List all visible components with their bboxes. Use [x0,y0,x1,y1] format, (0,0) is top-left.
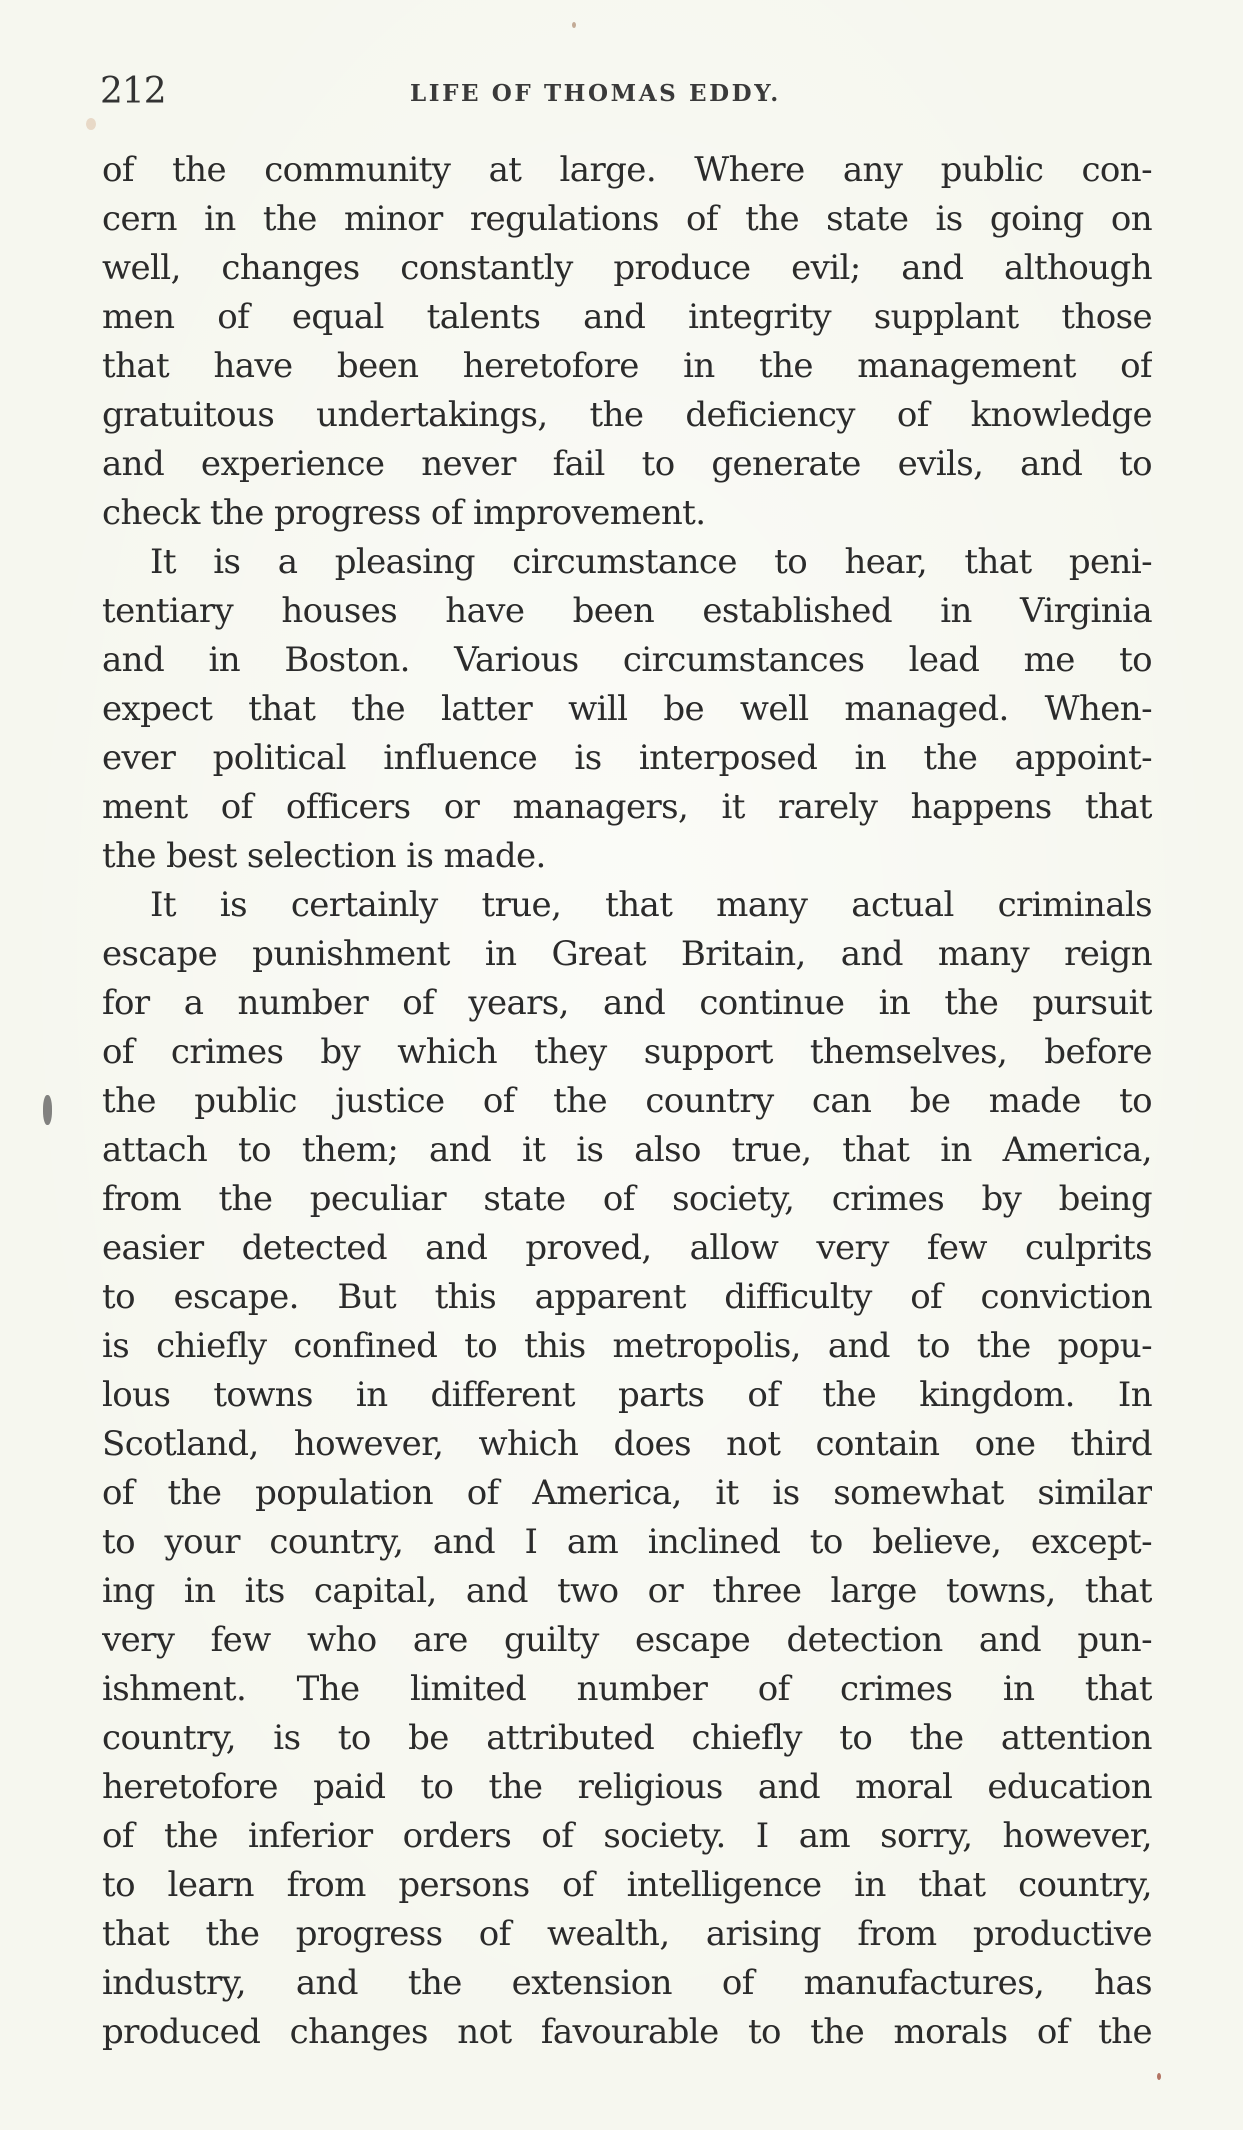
text-line: for a number of years, and continue in the pursuit [102,983,1152,1023]
ink-speck [1157,2073,1161,2080]
text-line: ing in its capital, and two or three large towns, that [102,1571,1152,1611]
running-title: LIFE OF THOMAS EDDY. [410,80,781,107]
text-line: to learn from persons of intelligence in that country, [102,1865,1152,1905]
text-line: men of equal talents and integrity supplant those [102,297,1152,337]
text-line: to your country, and I am inclined to believe, except- [102,1522,1152,1562]
text-line: It is a pleasing circumstance to hear, that peni- [150,542,1152,582]
body-text [102,146,1152,2057]
text-line: escape punishment in Great Britain, and many reign [102,934,1152,974]
text-line: ever political influence is interposed in the appoint- [102,738,1152,778]
text-line: of crimes by which they support themselves, before [102,1032,1152,1072]
ink-speck [572,22,576,28]
paragraph [102,881,1152,2057]
text-line: country, is to be attributed chiefly to the attention [102,1718,1152,1758]
text-line: the best selection is made. [102,836,546,876]
text-line: to escape. But this apparent difficulty of conviction [102,1277,1152,1317]
text-line: of the population of America, it is somewhat similar [102,1473,1152,1513]
text-line: ment of officers or managers, it rarely happens that [102,787,1152,827]
text-line: of the community at large. Where any public con- [102,150,1152,190]
text-line: ishment. The limited number of crimes in that [102,1669,1152,1709]
text-line: well, changes constantly produce evil; and although [102,248,1152,288]
running-head [100,70,1152,114]
text-line: gratuitous undertakings, the deficiency of knowledge [102,395,1152,435]
text-line: industry, and the extension of manufactures, has [102,1963,1152,2003]
paper-stain [86,118,96,130]
text-line: expect that the latter will be well managed. When- [102,689,1152,729]
text-line: produced changes not favourable to the morals of the [102,2012,1152,2052]
text-line: that have been heretofore in the management of [102,346,1152,386]
text-line: Scotland, however, which does not contain one third [102,1424,1152,1464]
text-line: the public justice of the country can be made to [102,1081,1152,1121]
page-number: 212 [100,71,166,112]
text-line: very few who are guilty escape detection and pun- [102,1620,1152,1660]
text-line: heretofore paid to the religious and moral education [102,1767,1152,1807]
text-line: is chiefly confined to this metropolis, and to the popu- [102,1326,1152,1366]
text-line: from the peculiar state of society, crimes by being [102,1179,1152,1219]
ink-speck [43,1095,52,1125]
text-line: check the progress of improvement. [102,493,706,533]
text-line: cern in the minor regulations of the state is going on [102,199,1152,239]
text-line: and in Boston. Various circumstances lead me to [102,640,1152,680]
text-line: lous towns in different parts of the kingdom. In [102,1375,1152,1415]
text-line: of the inferior orders of society. I am sorry, however, [102,1816,1152,1856]
paragraph [102,146,1152,538]
text-line: It is certainly true, that many actual criminals [150,885,1152,925]
text-line: tentiary houses have been established in Virginia [102,591,1152,631]
text-line: and experience never fail to generate evils, and to [102,444,1152,484]
text-line: that the progress of wealth, arising from productive [102,1914,1152,1954]
text-line: easier detected and proved, allow very few culprits [102,1228,1152,1268]
paragraph [102,538,1152,881]
text-line: attach to them; and it is also true, that in America, [102,1130,1152,1170]
